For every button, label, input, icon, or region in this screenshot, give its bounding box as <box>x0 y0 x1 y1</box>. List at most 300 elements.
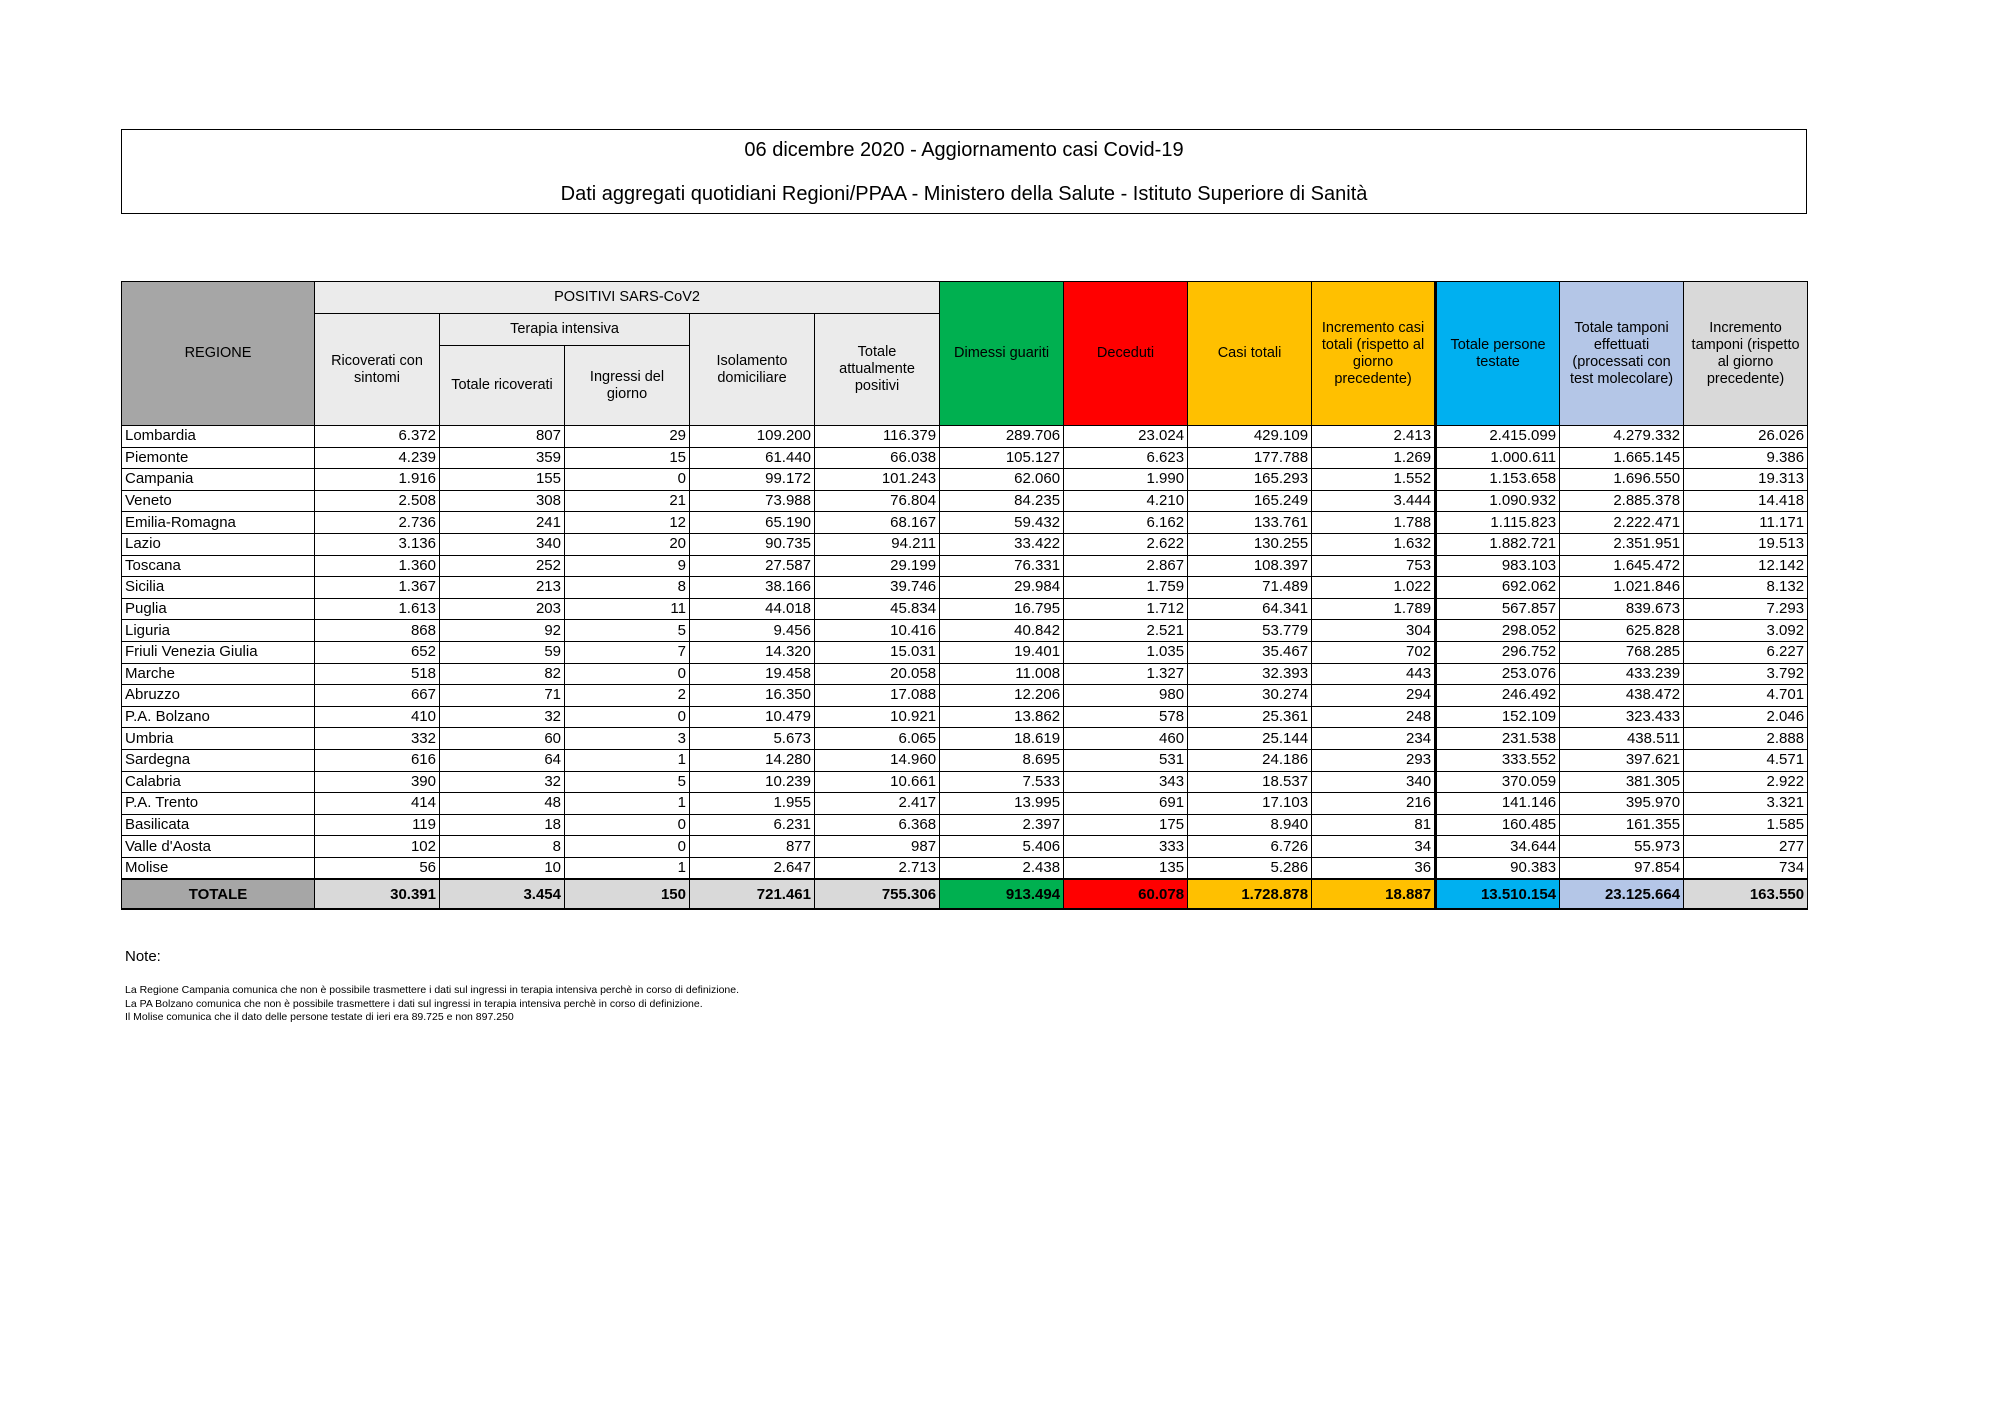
cell-tamponi: 1.021.846 <box>1560 577 1684 599</box>
cell-deceduti: 531 <box>1064 749 1188 771</box>
cell-incremento-casi: 216 <box>1312 793 1436 815</box>
cell-totale-positivi: 987 <box>815 836 940 858</box>
cell-incremento-tamponi: 734 <box>1684 857 1808 879</box>
cell-dimessi: 13.995 <box>940 793 1064 815</box>
cell-totale-ricoverati: 213 <box>440 577 565 599</box>
cell-isolamento: 38.166 <box>690 577 815 599</box>
cell-dimessi: 2.397 <box>940 814 1064 836</box>
cell-totale-ricoverati: 10 <box>440 857 565 879</box>
table-row <box>122 728 1808 750</box>
cell-incremento-casi: 340 <box>1312 771 1436 793</box>
cell-ricoverati-sintomi: 3.136 <box>315 533 440 555</box>
table-row <box>122 512 1808 534</box>
cell-incremento-tamponi: 2.046 <box>1684 706 1808 728</box>
cell-isolamento: 6.231 <box>690 814 815 836</box>
cell-tamponi: 768.285 <box>1560 641 1684 663</box>
cell-ingressi-giorno: 3 <box>565 728 690 750</box>
cell-tamponi: 438.511 <box>1560 728 1684 750</box>
cell-casi-totali: 71.489 <box>1188 577 1312 599</box>
cell-totale-ricoverati: 18 <box>440 814 565 836</box>
header-isolamento: Isolamento domiciliare <box>690 314 815 426</box>
cell-deceduti: 1.759 <box>1064 577 1188 599</box>
cell-casi-totali: 6.726 <box>1188 836 1312 858</box>
cell-persone-testate: 298.052 <box>1436 620 1560 642</box>
cell-totale-ricoverati: 82 <box>440 663 565 685</box>
table-row <box>122 836 1808 858</box>
cell-regione: Umbria <box>122 728 315 750</box>
cell-totale-ricoverati: 92 <box>440 620 565 642</box>
cell-regione: Friuli Venezia Giulia <box>122 641 315 663</box>
cell-deceduti: 23.024 <box>1064 426 1188 448</box>
cell-tamponi: 438.472 <box>1560 685 1684 707</box>
cell-incremento-casi: 753 <box>1312 555 1436 577</box>
table-row <box>122 814 1808 836</box>
cell-ricoverati-sintomi: 410 <box>315 706 440 728</box>
cell-persone-testate: 1.000.611 <box>1436 447 1560 469</box>
cell-incremento-tamponi: 26.026 <box>1684 426 1808 448</box>
cell-ricoverati-sintomi: 6.372 <box>315 426 440 448</box>
cell-ricoverati-sintomi: 1.360 <box>315 555 440 577</box>
cell-totale-positivi: 29.199 <box>815 555 940 577</box>
table-row <box>122 857 1808 879</box>
cell-ricoverati-sintomi: 4.239 <box>315 447 440 469</box>
cell-deceduti: 578 <box>1064 706 1188 728</box>
cell-isolamento: 44.018 <box>690 598 815 620</box>
cell-dimessi: 84.235 <box>940 490 1064 512</box>
cell-regione: Lombardia <box>122 426 315 448</box>
cell-totale-positivi: 66.038 <box>815 447 940 469</box>
total-row <box>122 879 1808 909</box>
cell-totale-positivi: 755.306 <box>815 879 940 909</box>
cell-tamponi: 2.351.951 <box>1560 533 1684 555</box>
table-row <box>122 533 1808 555</box>
cell-regione: Calabria <box>122 771 315 793</box>
cell-dimessi: 59.432 <box>940 512 1064 534</box>
cell-totale-ricoverati: 241 <box>440 512 565 534</box>
header-persone-testate: Totale persone testate <box>1436 282 1560 426</box>
cell-isolamento: 10.479 <box>690 706 815 728</box>
cell-deceduti: 6.162 <box>1064 512 1188 534</box>
cell-tamponi: 161.355 <box>1560 814 1684 836</box>
cell-deceduti: 1.712 <box>1064 598 1188 620</box>
cell-dimessi: 13.862 <box>940 706 1064 728</box>
cell-ricoverati-sintomi: 667 <box>315 685 440 707</box>
cell-ingressi-giorno: 0 <box>565 469 690 491</box>
cell-ingressi-giorno: 5 <box>565 620 690 642</box>
cell-casi-totali: 64.341 <box>1188 598 1312 620</box>
cell-casi-totali: 32.393 <box>1188 663 1312 685</box>
cell-persone-testate: 253.076 <box>1436 663 1560 685</box>
table-row <box>122 469 1808 491</box>
table-row <box>122 685 1808 707</box>
cell-isolamento: 27.587 <box>690 555 815 577</box>
table-row <box>122 577 1808 599</box>
cell-persone-testate: 90.383 <box>1436 857 1560 879</box>
cell-ricoverati-sintomi: 56 <box>315 857 440 879</box>
cell-incremento-casi: 1.022 <box>1312 577 1436 599</box>
cell-incremento-tamponi: 12.142 <box>1684 555 1808 577</box>
cell-deceduti: 6.623 <box>1064 447 1188 469</box>
cell-regione: Marche <box>122 663 315 685</box>
cell-incremento-tamponi: 19.313 <box>1684 469 1808 491</box>
cell-deceduti: 4.210 <box>1064 490 1188 512</box>
cell-casi-totali: 25.361 <box>1188 706 1312 728</box>
cell-incremento-tamponi: 1.585 <box>1684 814 1808 836</box>
cell-regione: Abruzzo <box>122 685 315 707</box>
notes-list <box>125 984 739 1025</box>
cell-incremento-casi: 36 <box>1312 857 1436 879</box>
cell-dimessi: 5.406 <box>940 836 1064 858</box>
cell-persone-testate: 567.857 <box>1436 598 1560 620</box>
cell-ingressi-giorno: 7 <box>565 641 690 663</box>
cell-ingressi-giorno: 1 <box>565 793 690 815</box>
cell-regione: Valle d'Aosta <box>122 836 315 858</box>
cell-totale-ricoverati: 3.454 <box>440 879 565 909</box>
table-row <box>122 706 1808 728</box>
cell-ingressi-giorno: 29 <box>565 426 690 448</box>
cell-ingressi-giorno: 15 <box>565 447 690 469</box>
cell-deceduti: 343 <box>1064 771 1188 793</box>
cell-incremento-casi: 234 <box>1312 728 1436 750</box>
cell-casi-totali: 165.293 <box>1188 469 1312 491</box>
cell-totale-ricoverati: 32 <box>440 771 565 793</box>
cell-ricoverati-sintomi: 616 <box>315 749 440 771</box>
cell-totale-ricoverati: 203 <box>440 598 565 620</box>
cell-ricoverati-sintomi: 414 <box>315 793 440 815</box>
cell-totale-positivi: 10.921 <box>815 706 940 728</box>
cell-casi-totali: 35.467 <box>1188 641 1312 663</box>
cell-ingressi-giorno: 8 <box>565 577 690 599</box>
header-totale-ricoverati: Totale ricoverati <box>440 346 565 426</box>
cell-deceduti: 2.867 <box>1064 555 1188 577</box>
cell-incremento-tamponi: 6.227 <box>1684 641 1808 663</box>
cell-ricoverati-sintomi: 1.613 <box>315 598 440 620</box>
cell-dimessi: 913.494 <box>940 879 1064 909</box>
cell-isolamento: 109.200 <box>690 426 815 448</box>
cell-ingressi-giorno: 12 <box>565 512 690 534</box>
cell-tamponi: 433.239 <box>1560 663 1684 685</box>
header-deceduti: Deceduti <box>1064 282 1188 426</box>
cell-persone-testate: 692.062 <box>1436 577 1560 599</box>
cell-tamponi: 395.970 <box>1560 793 1684 815</box>
cell-persone-testate: 160.485 <box>1436 814 1560 836</box>
table-row <box>122 749 1808 771</box>
header-incremento-tamponi: Incremento tamponi (rispetto al giorno precedente) <box>1684 282 1808 426</box>
cell-incremento-casi: 443 <box>1312 663 1436 685</box>
cell-totale-positivi: 15.031 <box>815 641 940 663</box>
cell-dimessi: 29.984 <box>940 577 1064 599</box>
cell-incremento-tamponi: 14.418 <box>1684 490 1808 512</box>
cell-tamponi: 381.305 <box>1560 771 1684 793</box>
cell-casi-totali: 429.109 <box>1188 426 1312 448</box>
cell-regione: Emilia-Romagna <box>122 512 315 534</box>
cell-ricoverati-sintomi: 119 <box>315 814 440 836</box>
cell-persone-testate: 246.492 <box>1436 685 1560 707</box>
table-row <box>122 620 1808 642</box>
cell-deceduti: 460 <box>1064 728 1188 750</box>
cell-incremento-tamponi: 4.701 <box>1684 685 1808 707</box>
cell-casi-totali: 1.728.878 <box>1188 879 1312 909</box>
header-dimessi: Dimessi guariti <box>940 282 1064 426</box>
cell-isolamento: 721.461 <box>690 879 815 909</box>
cell-ingressi-giorno: 2 <box>565 685 690 707</box>
cell-incremento-tamponi: 7.293 <box>1684 598 1808 620</box>
notes-label: Note: <box>125 948 161 965</box>
cell-incremento-casi: 1.789 <box>1312 598 1436 620</box>
cell-isolamento: 14.280 <box>690 749 815 771</box>
cell-tamponi: 1.696.550 <box>1560 469 1684 491</box>
cell-incremento-casi: 1.269 <box>1312 447 1436 469</box>
cell-incremento-casi: 34 <box>1312 836 1436 858</box>
cell-ingressi-giorno: 1 <box>565 749 690 771</box>
cell-ricoverati-sintomi: 390 <box>315 771 440 793</box>
cell-totale-positivi: 76.804 <box>815 490 940 512</box>
cell-incremento-casi: 248 <box>1312 706 1436 728</box>
cell-casi-totali: 5.286 <box>1188 857 1312 879</box>
cell-incremento-casi: 2.413 <box>1312 426 1436 448</box>
cell-dimessi: 105.127 <box>940 447 1064 469</box>
cell-totale-ricoverati: 308 <box>440 490 565 512</box>
cell-deceduti: 1.990 <box>1064 469 1188 491</box>
cell-isolamento: 16.350 <box>690 685 815 707</box>
covid-data-table <box>121 281 1808 910</box>
cell-tamponi: 23.125.664 <box>1560 879 1684 909</box>
cell-incremento-casi: 3.444 <box>1312 490 1436 512</box>
note-line: La Regione Campania comunica che non è possibile trasmettere i dati sul ingressi in terapia intensiva perchè in corso di definizione. <box>125 984 740 996</box>
cell-deceduti: 2.622 <box>1064 533 1188 555</box>
cell-ricoverati-sintomi: 1.367 <box>315 577 440 599</box>
cell-incremento-tamponi: 2.922 <box>1684 771 1808 793</box>
cell-ingressi-giorno: 0 <box>565 814 690 836</box>
cell-regione: Molise <box>122 857 315 879</box>
cell-ingressi-giorno: 5 <box>565 771 690 793</box>
cell-isolamento: 10.239 <box>690 771 815 793</box>
cell-tamponi: 839.673 <box>1560 598 1684 620</box>
cell-regione: Puglia <box>122 598 315 620</box>
cell-isolamento: 1.955 <box>690 793 815 815</box>
cell-dimessi: 2.438 <box>940 857 1064 879</box>
cell-ricoverati-sintomi: 2.736 <box>315 512 440 534</box>
cell-casi-totali: 165.249 <box>1188 490 1312 512</box>
cell-ricoverati-sintomi: 2.508 <box>315 490 440 512</box>
table-row <box>122 793 1808 815</box>
cell-tamponi: 323.433 <box>1560 706 1684 728</box>
header-positivi: POSITIVI SARS-CoV2 <box>315 282 940 314</box>
cell-isolamento: 61.440 <box>690 447 815 469</box>
cell-isolamento: 877 <box>690 836 815 858</box>
cell-isolamento: 14.320 <box>690 641 815 663</box>
cell-incremento-casi: 1.552 <box>1312 469 1436 491</box>
cell-casi-totali: 130.255 <box>1188 533 1312 555</box>
cell-totale-positivi: 17.088 <box>815 685 940 707</box>
cell-isolamento: 2.647 <box>690 857 815 879</box>
cell-tamponi: 55.973 <box>1560 836 1684 858</box>
cell-totale-positivi: 45.834 <box>815 598 940 620</box>
cell-incremento-casi: 1.788 <box>1312 512 1436 534</box>
cell-regione: Sicilia <box>122 577 315 599</box>
cell-casi-totali: 53.779 <box>1188 620 1312 642</box>
cell-isolamento: 5.673 <box>690 728 815 750</box>
header-terapia-intensiva: Terapia intensiva <box>440 314 690 346</box>
cell-casi-totali: 17.103 <box>1188 793 1312 815</box>
note-line: La PA Bolzano comunica che non è possibile trasmettere i dati sul ingressi in terapia intensiva perchè in corso di definizione. <box>125 997 703 1010</box>
cell-totale-positivi: 116.379 <box>815 426 940 448</box>
cell-isolamento: 90.735 <box>690 533 815 555</box>
table-row <box>122 663 1808 685</box>
cell-deceduti: 1.327 <box>1064 663 1188 685</box>
cell-incremento-casi: 294 <box>1312 685 1436 707</box>
cell-ricoverati-sintomi: 518 <box>315 663 440 685</box>
cell-totale-positivi: 68.167 <box>815 512 940 534</box>
table-row <box>122 447 1808 469</box>
cell-tamponi: 2.222.471 <box>1560 512 1684 534</box>
cell-totale-ricoverati: 252 <box>440 555 565 577</box>
cell-dimessi: 8.695 <box>940 749 1064 771</box>
cell-deceduti: 175 <box>1064 814 1188 836</box>
cell-regione: Veneto <box>122 490 315 512</box>
cell-regione: P.A. Trento <box>122 793 315 815</box>
cell-regione: Campania <box>122 469 315 491</box>
cell-isolamento: 19.458 <box>690 663 815 685</box>
cell-dimessi: 19.401 <box>940 641 1064 663</box>
cell-casi-totali: 25.144 <box>1188 728 1312 750</box>
cell-casi-totali: 133.761 <box>1188 512 1312 534</box>
cell-persone-testate: 1.090.932 <box>1436 490 1560 512</box>
cell-persone-testate: 1.153.658 <box>1436 469 1560 491</box>
cell-incremento-casi: 81 <box>1312 814 1436 836</box>
cell-totale-ricoverati: 340 <box>440 533 565 555</box>
cell-totale-ricoverati: 71 <box>440 685 565 707</box>
cell-regione: TOTALE <box>122 879 315 909</box>
header-tamponi: Totale tamponi effettuati (processati con test molecolare) <box>1560 282 1684 426</box>
cell-ingressi-giorno: 9 <box>565 555 690 577</box>
cell-persone-testate: 13.510.154 <box>1436 879 1560 909</box>
cell-incremento-casi: 293 <box>1312 749 1436 771</box>
cell-ricoverati-sintomi: 868 <box>315 620 440 642</box>
table-row <box>122 641 1808 663</box>
table-row <box>122 490 1808 512</box>
cell-deceduti: 60.078 <box>1064 879 1188 909</box>
cell-totale-ricoverati: 64 <box>440 749 565 771</box>
cell-totale-positivi: 101.243 <box>815 469 940 491</box>
cell-tamponi: 4.279.332 <box>1560 426 1684 448</box>
cell-deceduti: 2.521 <box>1064 620 1188 642</box>
header-casi-totali: Casi totali <box>1188 282 1312 426</box>
note-line: Il Molise comunica che il dato delle persone testate di ieri era 89.725 e non 897.250 <box>125 1011 514 1023</box>
cell-totale-positivi: 39.746 <box>815 577 940 599</box>
page-title: 06 dicembre 2020 - Aggiornamento casi Covid-19 <box>744 139 1184 161</box>
cell-persone-testate: 2.415.099 <box>1436 426 1560 448</box>
cell-tamponi: 2.885.378 <box>1560 490 1684 512</box>
cell-ingressi-giorno: 150 <box>565 879 690 909</box>
cell-dimessi: 11.008 <box>940 663 1064 685</box>
cell-incremento-casi: 304 <box>1312 620 1436 642</box>
cell-persone-testate: 1.882.721 <box>1436 533 1560 555</box>
header-ingressi-giorno: Ingressi del giorno <box>565 346 690 426</box>
cell-persone-testate: 296.752 <box>1436 641 1560 663</box>
cell-regione: Sardegna <box>122 749 315 771</box>
cell-incremento-tamponi: 2.888 <box>1684 728 1808 750</box>
cell-totale-positivi: 94.211 <box>815 533 940 555</box>
table-row <box>122 426 1808 448</box>
cell-persone-testate: 370.059 <box>1436 771 1560 793</box>
cell-totale-ricoverati: 359 <box>440 447 565 469</box>
header-regione: REGIONE <box>122 282 315 426</box>
cell-totale-positivi: 10.661 <box>815 771 940 793</box>
cell-casi-totali: 108.397 <box>1188 555 1312 577</box>
cell-deceduti: 333 <box>1064 836 1188 858</box>
cell-isolamento: 73.988 <box>690 490 815 512</box>
page-subtitle: Dati aggregati quotidiani Regioni/PPAA - Ministero della Salute - Istituto Superiore di Sanità <box>560 183 1368 205</box>
cell-dimessi: 62.060 <box>940 469 1064 491</box>
cell-casi-totali: 18.537 <box>1188 771 1312 793</box>
cell-ricoverati-sintomi: 102 <box>315 836 440 858</box>
title-box <box>121 129 1807 214</box>
cell-tamponi: 97.854 <box>1560 857 1684 879</box>
cell-totale-ricoverati: 59 <box>440 641 565 663</box>
cell-isolamento: 9.456 <box>690 620 815 642</box>
cell-persone-testate: 231.538 <box>1436 728 1560 750</box>
cell-totale-positivi: 2.417 <box>815 793 940 815</box>
cell-isolamento: 65.190 <box>690 512 815 534</box>
cell-incremento-tamponi: 163.550 <box>1684 879 1808 909</box>
cell-deceduti: 691 <box>1064 793 1188 815</box>
cell-persone-testate: 1.115.823 <box>1436 512 1560 534</box>
cell-incremento-tamponi: 19.513 <box>1684 533 1808 555</box>
cell-persone-testate: 152.109 <box>1436 706 1560 728</box>
table-row <box>122 555 1808 577</box>
cell-totale-positivi: 14.960 <box>815 749 940 771</box>
table-row <box>122 598 1808 620</box>
cell-deceduti: 1.035 <box>1064 641 1188 663</box>
cell-casi-totali: 177.788 <box>1188 447 1312 469</box>
cell-incremento-tamponi: 3.792 <box>1684 663 1808 685</box>
cell-ingressi-giorno: 20 <box>565 533 690 555</box>
cell-totale-ricoverati: 807 <box>440 426 565 448</box>
cell-persone-testate: 983.103 <box>1436 555 1560 577</box>
cell-regione: Piemonte <box>122 447 315 469</box>
cell-isolamento: 99.172 <box>690 469 815 491</box>
cell-dimessi: 40.842 <box>940 620 1064 642</box>
cell-totale-positivi: 10.416 <box>815 620 940 642</box>
cell-casi-totali: 30.274 <box>1188 685 1312 707</box>
cell-ricoverati-sintomi: 30.391 <box>315 879 440 909</box>
cell-totale-positivi: 6.065 <box>815 728 940 750</box>
cell-tamponi: 1.665.145 <box>1560 447 1684 469</box>
cell-totale-positivi: 20.058 <box>815 663 940 685</box>
cell-incremento-tamponi: 4.571 <box>1684 749 1808 771</box>
header-incremento-casi: Incremento casi totali (rispetto al giorno precedente) <box>1312 282 1436 426</box>
table-body <box>122 426 1808 910</box>
cell-persone-testate: 333.552 <box>1436 749 1560 771</box>
cell-casi-totali: 24.186 <box>1188 749 1312 771</box>
cell-dimessi: 16.795 <box>940 598 1064 620</box>
cell-persone-testate: 34.644 <box>1436 836 1560 858</box>
cell-regione: Lazio <box>122 533 315 555</box>
header-ricoverati-sintomi: Ricoverati con sintomi <box>315 314 440 426</box>
cell-ingressi-giorno: 21 <box>565 490 690 512</box>
cell-ricoverati-sintomi: 332 <box>315 728 440 750</box>
header-totale-positivi: Totale attualmente positivi <box>815 314 940 426</box>
cell-totale-ricoverati: 48 <box>440 793 565 815</box>
cell-incremento-tamponi: 11.171 <box>1684 512 1808 534</box>
cell-tamponi: 397.621 <box>1560 749 1684 771</box>
cell-dimessi: 76.331 <box>940 555 1064 577</box>
cell-dimessi: 33.422 <box>940 533 1064 555</box>
cell-incremento-casi: 1.632 <box>1312 533 1436 555</box>
cell-ingressi-giorno: 0 <box>565 663 690 685</box>
cell-casi-totali: 8.940 <box>1188 814 1312 836</box>
